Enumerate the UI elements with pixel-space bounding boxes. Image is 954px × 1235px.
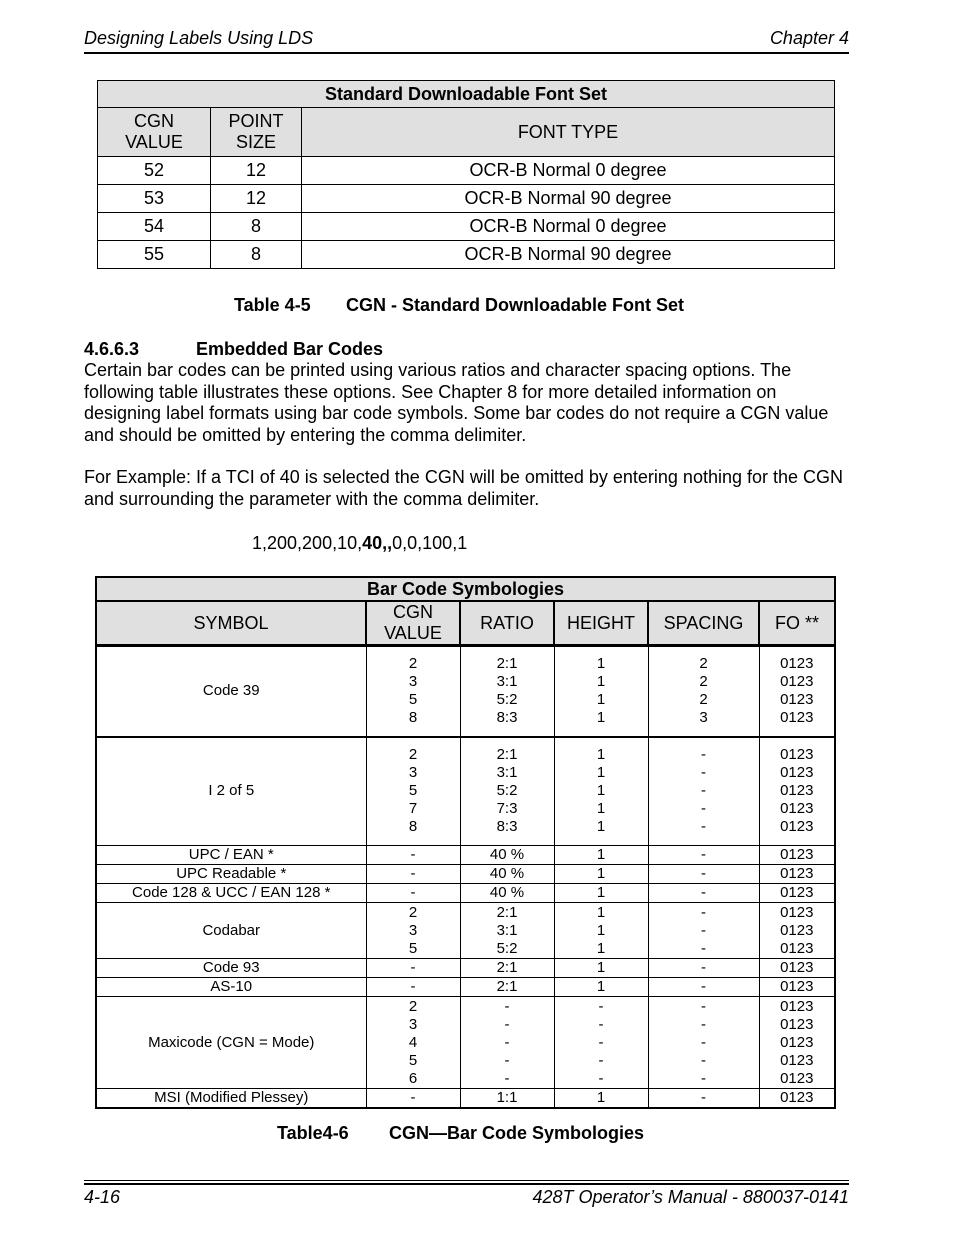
table-cell-cgn: - [366, 1089, 460, 1109]
table-cell-fo: 0123 [759, 959, 835, 978]
table-cell-fo: 0123 [759, 846, 835, 865]
table-cell-fo: 0123 [759, 978, 835, 997]
table-cell-height: 1 [554, 978, 648, 997]
table-row [96, 646, 835, 737]
table-cell-fo: 0123 0123 0123 0123 0123 [759, 997, 835, 1089]
table-cell-symbol: AS-10 [96, 978, 366, 997]
table-cell-spacing: - [648, 959, 759, 978]
table-cell: 54 [98, 213, 211, 241]
table-cell: 12 [211, 157, 302, 185]
font-set-column-header: POINT SIZE [211, 108, 302, 157]
table-cell-cgn: 2 3 5 7 8 [366, 737, 460, 846]
table-cell-height: 1 [554, 884, 648, 903]
table-cell-ratio: 2:1 [460, 959, 554, 978]
section-heading [84, 339, 383, 360]
table-cell-ratio: 40 % [460, 846, 554, 865]
table-cell-symbol: I 2 of 5 [96, 737, 366, 846]
bar-code-column-header: HEIGHT [554, 601, 648, 646]
table-cell-cgn: - [366, 865, 460, 884]
table-cell-fo: 0123 0123 0123 0123 [759, 646, 835, 737]
table-cell: 55 [98, 241, 211, 269]
table-cell-height: 1 1 1 [554, 903, 648, 959]
table-row [96, 884, 835, 903]
font-set-table [97, 80, 835, 269]
table-cell-fo: 0123 [759, 1089, 835, 1109]
table-cell-spacing: - [648, 865, 759, 884]
section-number: 4.6.6.3 [84, 339, 140, 359]
table-cell-ratio: 2:1 3:1 5:2 [460, 903, 554, 959]
table-cell-fo: 0123 [759, 865, 835, 884]
table-cell-height: 1 1 1 1 [554, 646, 648, 737]
table-cell-height: 1 [554, 865, 648, 884]
bar-code-column-header: SYMBOL [96, 601, 366, 646]
table-row [96, 865, 835, 884]
page-header [84, 28, 849, 54]
table-row [96, 846, 835, 865]
example-bold: 40,, [362, 533, 393, 553]
bar-code-table [95, 576, 836, 1109]
example-post: 0,0,100,1 [392, 533, 468, 553]
table-row [96, 903, 835, 959]
table-cell-symbol: Codabar [96, 903, 366, 959]
table-cell: 8 [211, 241, 302, 269]
table-cell-ratio: - - - - - [460, 997, 554, 1089]
table-cell: OCR-B Normal 0 degree [302, 157, 835, 185]
table-cell-symbol: Code 39 [96, 646, 366, 737]
table-cell-spacing: - - - - - [648, 997, 759, 1089]
table-cell-symbol: Code 128 & UCC / EAN 128 * [96, 884, 366, 903]
table-cell-ratio: 1:1 [460, 1089, 554, 1109]
caption-text: CGN—Bar Code Symbologies [389, 1123, 645, 1143]
table-row [98, 157, 835, 185]
table-cell-ratio: 2:1 3:1 5:2 7:3 8:3 [460, 737, 554, 846]
table-cell-spacing: - [648, 1089, 759, 1109]
table-row [98, 241, 835, 269]
table-cell-height: 1 [554, 959, 648, 978]
table-cell-cgn: 2 3 5 [366, 903, 460, 959]
table-cell-cgn: - [366, 959, 460, 978]
bar-code-table-title: Bar Code Symbologies [96, 577, 835, 601]
table-cell: OCR-B Normal 0 degree [302, 213, 835, 241]
table-cell-spacing: - [648, 978, 759, 997]
table-cell-spacing: 2 2 2 3 [648, 646, 759, 737]
table-cell: 12 [211, 185, 302, 213]
table-4-5-caption [234, 295, 684, 316]
header-title: Designing Labels Using LDS [84, 28, 314, 48]
table-cell-ratio: 2:1 [460, 978, 554, 997]
table-cell-cgn: - [366, 884, 460, 903]
page-footer [84, 1180, 849, 1211]
font-set-column-header: FONT TYPE [302, 108, 835, 157]
table-cell: 53 [98, 185, 211, 213]
table-cell-height: 1 [554, 846, 648, 865]
table-row [96, 737, 835, 846]
paragraph-example: For Example: If a TCI of 40 is selected the CGN will be omitted by entering nothing for the CGN and surrounding the parameter with the comma delimiter. [84, 467, 844, 509]
paragraph-intro: Certain bar codes can be printed using various ratios and character spacing options. The following table illustrates these options. See Chapter 8 for more detailed information on designing label formats using bar code symbols. Some bar codes do not require a CGN value and should be omitted by entering the comma delimiter. [84, 360, 829, 445]
table-cell-height: - - - - - [554, 997, 648, 1089]
table-row [96, 978, 835, 997]
bar-code-column-header: SPACING [648, 601, 759, 646]
table-cell: OCR-B Normal 90 degree [302, 241, 835, 269]
table-cell-fo: 0123 [759, 884, 835, 903]
table-cell-cgn: - [366, 978, 460, 997]
table-cell: 8 [211, 213, 302, 241]
font-set-table-title: Standard Downloadable Font Set [98, 81, 835, 108]
table-cell-cgn: 2 3 5 8 [366, 646, 460, 737]
table-row [98, 213, 835, 241]
table-cell-fo: 0123 0123 0123 0123 0123 [759, 737, 835, 846]
table-cell-spacing: - [648, 846, 759, 865]
caption-number: Table 4-5 [234, 295, 311, 315]
table-cell: OCR-B Normal 90 degree [302, 185, 835, 213]
example-pre: 1,200,200,10, [252, 533, 363, 553]
table-cell-spacing: - [648, 884, 759, 903]
example-command [252, 533, 467, 554]
table-cell: 52 [98, 157, 211, 185]
table-cell-cgn: 2 3 4 5 6 [366, 997, 460, 1089]
table-cell-symbol: Code 93 [96, 959, 366, 978]
table-row [96, 997, 835, 1089]
table-cell-spacing: - - - [648, 903, 759, 959]
table-cell-symbol: MSI (Modified Plessey) [96, 1089, 366, 1109]
header-chapter: Chapter 4 [769, 28, 849, 48]
table-cell-height: 1 [554, 1089, 648, 1109]
table-row [96, 1089, 835, 1109]
bar-code-column-header: RATIO [460, 601, 554, 646]
table-row [96, 959, 835, 978]
table-cell-cgn: - [366, 846, 460, 865]
table-cell-fo: 0123 0123 0123 [759, 903, 835, 959]
table-cell-spacing: - - - - - [648, 737, 759, 846]
bar-code-column-header: CGN VALUE [366, 601, 460, 646]
font-set-column-header: CGN VALUE [98, 108, 211, 157]
footer-page-number: 4-16 [84, 1187, 121, 1207]
table-cell-ratio: 40 % [460, 865, 554, 884]
table-cell-height: 1 1 1 1 1 [554, 737, 648, 846]
table-cell-symbol: Maxicode (CGN = Mode) [96, 997, 366, 1089]
table-cell-symbol: UPC / EAN * [96, 846, 366, 865]
table-row [98, 185, 835, 213]
table-cell-symbol: UPC Readable * [96, 865, 366, 884]
section-title: Embedded Bar Codes [196, 339, 384, 359]
table-cell-ratio: 40 % [460, 884, 554, 903]
caption-text: CGN - Standard Downloadable Font Set [346, 295, 685, 315]
table-cell-ratio: 2:1 3:1 5:2 8:3 [460, 646, 554, 737]
bar-code-column-header: FO ** [759, 601, 835, 646]
table-4-6-caption [277, 1123, 644, 1144]
footer-manual-title: 428T Operator’s Manual - 880037-0141 [532, 1187, 849, 1207]
caption-number: Table4-6 [277, 1123, 349, 1143]
